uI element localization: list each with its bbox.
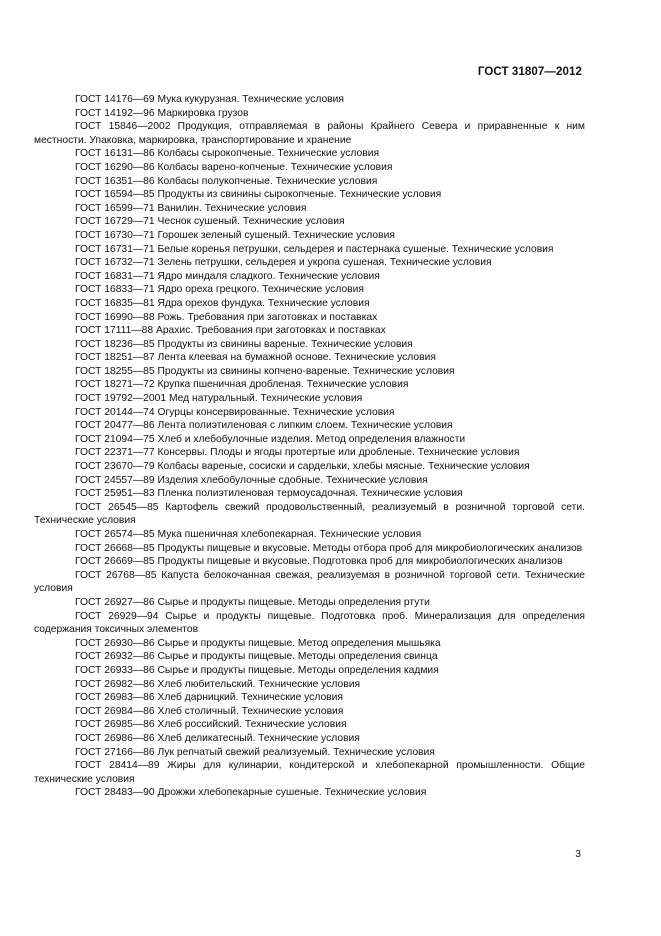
reference-item: ГОСТ 27166—86 Лук репчатый свежий реализуемый. Технические условия [75, 746, 435, 758]
reference-item: ГОСТ 26982—86 Хлеб любительский. Технические условия [75, 678, 361, 690]
reference-item: ГОСТ 26929—94 Сырье и продукты пищевые. Подготовка проб. Минерализация для определения содержания токсичных элементов [34, 610, 585, 636]
reference-item: ГОСТ 26983—86 Хлеб дарницкий. Технические условия [75, 692, 343, 704]
reference-item: ГОСТ 15846—2002 Продукция, отправляемая в районы Крайнего Севера и приравненные к ним местности. Упаковка, маркировка, транспортирование и хранение [34, 121, 585, 146]
standards-reference-list [34, 93, 585, 800]
reference-item: ГОСТ 26933—86 Сырье и продукты пищевые. Методы определения кадмия [75, 664, 439, 676]
reference-item: ГОСТ 22371—77 Консервы. Плоды и ягоды протертые или дробленые. Технические условия [75, 447, 520, 459]
reference-item: ГОСТ 16599—71 Ванилин. Технические условия [75, 202, 307, 214]
reference-item: ГОСТ 26927—86 Сырье и продукты пищевые. Методы определения ртути [75, 596, 430, 608]
reference-item: ГОСТ 26669—85 Продукты пищевые и вкусовые. Подготовка проб для микробиологических анализов [75, 556, 563, 568]
reference-item: ГОСТ 16131—86 Колбасы сырокопченые. Технические условия [75, 148, 380, 160]
reference-item: ГОСТ 28483—90 Дрожжи хлебопекарные сушеные. Технические условия [75, 787, 427, 799]
document-code-header: ГОСТ 31807—2012 [477, 66, 582, 78]
reference-item: ГОСТ 16731—71 Белые коренья петрушки, сельдерея и пастернака сушеные. Технические условия [75, 243, 554, 255]
reference-item: ГОСТ 20144—74 Огурцы консервированные. Технические условия [75, 406, 395, 418]
reference-item: ГОСТ 14176—69 Мука кукурузная. Технические условия [75, 94, 344, 105]
reference-item: ГОСТ 26668—85 Продукты пищевые и вкусовые. Методы отбора проб для микробиологических анализов [75, 542, 583, 554]
reference-item: ГОСТ 26768—85 Капуста белокочанная свежая, реализуемая в розничной торговой сети. Технические условия [34, 569, 585, 595]
reference-item: ГОСТ 26932—86 Сырье и продукты пищевые. Методы определения свинца [75, 651, 438, 663]
page-number: 3 [575, 849, 581, 860]
reference-item: ГОСТ 18251—87 Лента клеевая на бумажной основе. Технические условия [75, 352, 436, 364]
reference-item: ГОСТ 16833—71 Ядро ореха грецкого. Технические условия [75, 284, 364, 296]
reference-item: ГОСТ 26984—86 Хлеб столичный. Технические условия [75, 705, 344, 717]
reference-item: ГОСТ 18236—85 Продукты из свинины вареные. Технические условия [75, 338, 413, 350]
reference-item: ГОСТ 23670—79 Колбасы вареные, сосиски и сардельки, хлебы мясные. Технические условия [75, 461, 530, 473]
reference-item: ГОСТ 28414—89 Жиры для кулинарии, кондитерской и хлебопекарной промышленности. Общие технические условия [34, 760, 585, 785]
reference-item: ГОСТ 25951—83 Пленка полиэтиленовая термоусадочная. Технические условия [75, 488, 463, 500]
reference-item: ГОСТ 14192—96 Маркировка грузов [75, 107, 249, 119]
reference-item: ГОСТ 21094—75 Хлеб и хлебобулочные изделия. Метод определения влажности [75, 433, 466, 445]
reference-item: ГОСТ 26930—86 Сырье и продукты пищевые. Метод определения мышьяка [75, 637, 441, 649]
reference-item: ГОСТ 18271—72 Крупка пшеничная дробленая. Технические условия [75, 379, 409, 391]
reference-item: ГОСТ 19792—2001 Мед натуральный. Технические условия [75, 393, 363, 405]
reference-item: ГОСТ 16730—71 Горошек зеленый сушеный. Технические условия [75, 229, 395, 241]
reference-item: ГОСТ 24557—89 Изделия хлебобулочные сдобные. Технические условия [75, 474, 428, 486]
reference-item: ГОСТ 16831—71 Ядро миндаля сладкого. Технические условия [75, 270, 380, 282]
reference-item: ГОСТ 20477—86 Лента полиэтиленовая с липким слоем. Технические условия [75, 420, 453, 432]
reference-item: ГОСТ 16290—86 Колбасы варено-копченые. Технические условия [75, 161, 393, 173]
reference-item: ГОСТ 26574—85 Мука пшеничная хлебопекарная. Технические условия [75, 529, 422, 540]
reference-item: ГОСТ 16729—71 Чеснок сушеный. Технические условия [75, 216, 345, 228]
reference-item: ГОСТ 26985—86 Хлеб российский. Технические условия [75, 719, 347, 731]
reference-item: ГОСТ 16990—88 Рожь. Требования при заготовках и поставках [75, 311, 378, 323]
reference-item: ГОСТ 16732—71 Зелень петрушки, сельдерея и укропа сушеная. Технические условия [75, 257, 492, 269]
reference-item: ГОСТ 26545—85 Картофель свежий продовольственный, реализуемый в розничной торговой сети. Технические условия [34, 501, 585, 527]
reference-item: ГОСТ 18255—85 Продукты из свинины копчено-вареные. Технические условия [75, 365, 455, 377]
reference-item: ГОСТ 16351—86 Колбасы полукопченые. Технические условия [75, 175, 378, 187]
reference-item: ГОСТ 17111—88 Арахис. Требования при заготовках и поставках [75, 325, 386, 337]
reference-item: ГОСТ 16835—81 Ядра орехов фундука. Технические условия [75, 297, 370, 309]
reference-item: ГОСТ 16594—85 Продукты из свинины сырокопченые. Технические условия [75, 189, 442, 201]
reference-item: ГОСТ 26986—86 Хлеб деликатесный. Технические условия [75, 732, 360, 744]
